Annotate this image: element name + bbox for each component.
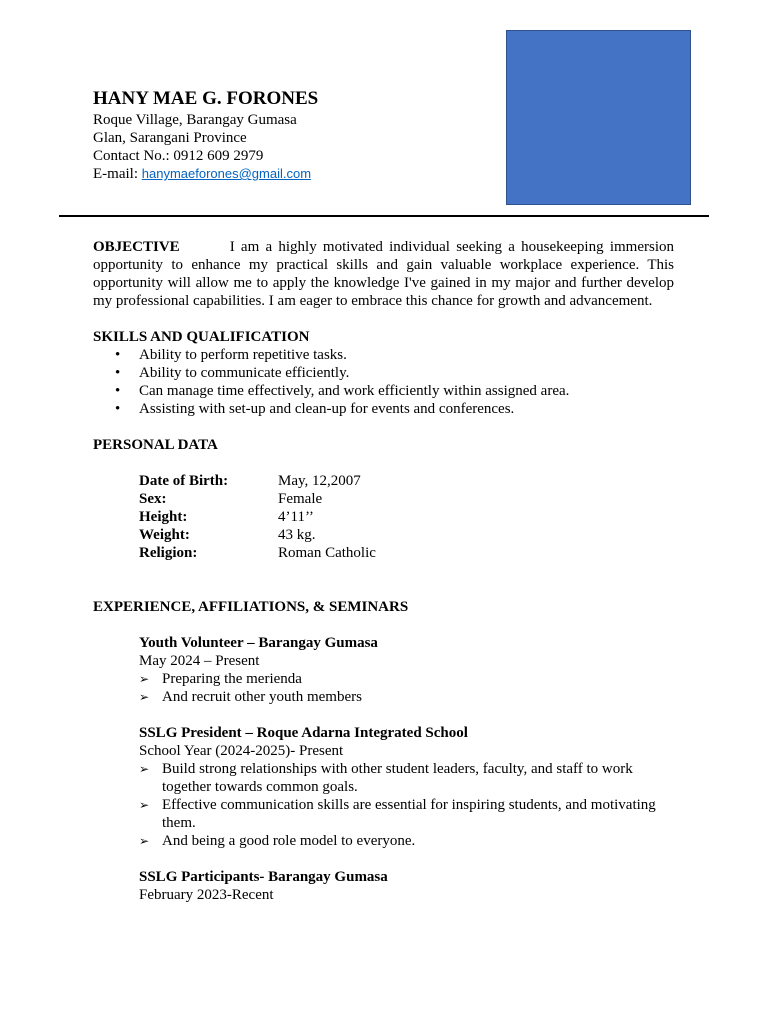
email-link[interactable]: hanymaeforones@gmail.com	[141, 166, 312, 181]
table-row	[139, 490, 674, 508]
list-item: ➢ Build strong relationships with other student leaders, faculty, and staff to work together towards common goals.	[139, 760, 674, 796]
field-value: 43 kg.	[278, 527, 316, 543]
table-row	[139, 544, 674, 562]
field-value: 4’11’’	[278, 509, 314, 525]
entry-date: School Year (2024-2025)- Present	[139, 743, 344, 759]
entry-title: Youth Volunteer – Barangay Gumasa	[139, 635, 378, 651]
contact-header	[93, 88, 318, 183]
entry-title: SSLG President – Roque Adarna Integrated School	[139, 725, 468, 741]
entry-title: SSLG Participants- Barangay Gumasa	[139, 869, 388, 885]
entry-items	[139, 670, 674, 706]
table-row	[139, 472, 674, 490]
applicant-name: HANY MAE G. FORONES	[93, 88, 319, 109]
address-line-1: Roque Village, Barangay Gumasa	[93, 112, 297, 128]
address-line-2: Glan, Sarangani Province	[93, 130, 247, 146]
list-item: • Ability to perform repetitive tasks.	[93, 346, 674, 364]
field-label: Height:	[139, 509, 188, 525]
field-value: Roman Catholic	[278, 545, 376, 561]
personal-data-title: PERSONAL DATA	[93, 437, 218, 453]
objective-text: I am a highly motivated individual seeking a housekeeping immersion opportunity to enhance my practical skills and gain valuable workplace experience. This opportunity will allow me to apply the knowledge I've gained in my major and further develop my professional capabilities. I am eager to embrace this chance for growth and advancement.	[93, 239, 674, 309]
list-item: ➢ And recruit other youth members	[139, 688, 674, 706]
photo-placeholder	[506, 30, 691, 205]
entry-date: February 2023-Recent	[139, 887, 274, 903]
personal-data-table	[139, 472, 674, 562]
field-label: Religion:	[139, 545, 198, 561]
email-line	[93, 165, 318, 183]
experience-entry	[139, 634, 674, 706]
table-row	[139, 526, 674, 544]
experience-entry	[139, 868, 674, 904]
resume-body	[93, 238, 674, 904]
list-item: ➢ Preparing the merienda	[139, 670, 674, 688]
field-value: May, 12,2007	[278, 473, 361, 489]
experience-title: EXPERIENCE, AFFILIATIONS, & SEMINARS	[93, 599, 409, 615]
table-row	[139, 508, 674, 526]
field-value: Female	[278, 491, 323, 507]
entry-date: May 2024 – Present	[139, 653, 260, 669]
contact-number: Contact No.: 0912 609 2979	[93, 148, 264, 164]
list-item: • Ability to communicate efficiently.	[93, 364, 674, 382]
skills-list	[93, 346, 674, 418]
field-label: Sex:	[139, 491, 167, 507]
list-item: • Can manage time effectively, and work efficiently within assigned area.	[93, 382, 674, 400]
experience-list	[139, 634, 674, 904]
skills-title: SKILLS AND QUALIFICATION	[93, 329, 310, 345]
list-item: • Assisting with set-up and clean-up for events and conferences.	[93, 400, 674, 418]
field-label: Weight:	[139, 527, 190, 543]
objective-section	[93, 238, 674, 310]
objective-title: OBJECTIVE	[93, 239, 180, 255]
list-item: ➢ And being a good role model to everyone.	[139, 832, 674, 850]
entry-items	[139, 760, 674, 850]
email-label: E-mail:	[93, 166, 142, 182]
experience-entry	[139, 724, 674, 850]
header-divider	[59, 215, 709, 217]
list-item: ➢ Effective communication skills are essential for inspiring students, and motivating them.	[139, 796, 674, 832]
field-label: Date of Birth:	[139, 473, 229, 489]
